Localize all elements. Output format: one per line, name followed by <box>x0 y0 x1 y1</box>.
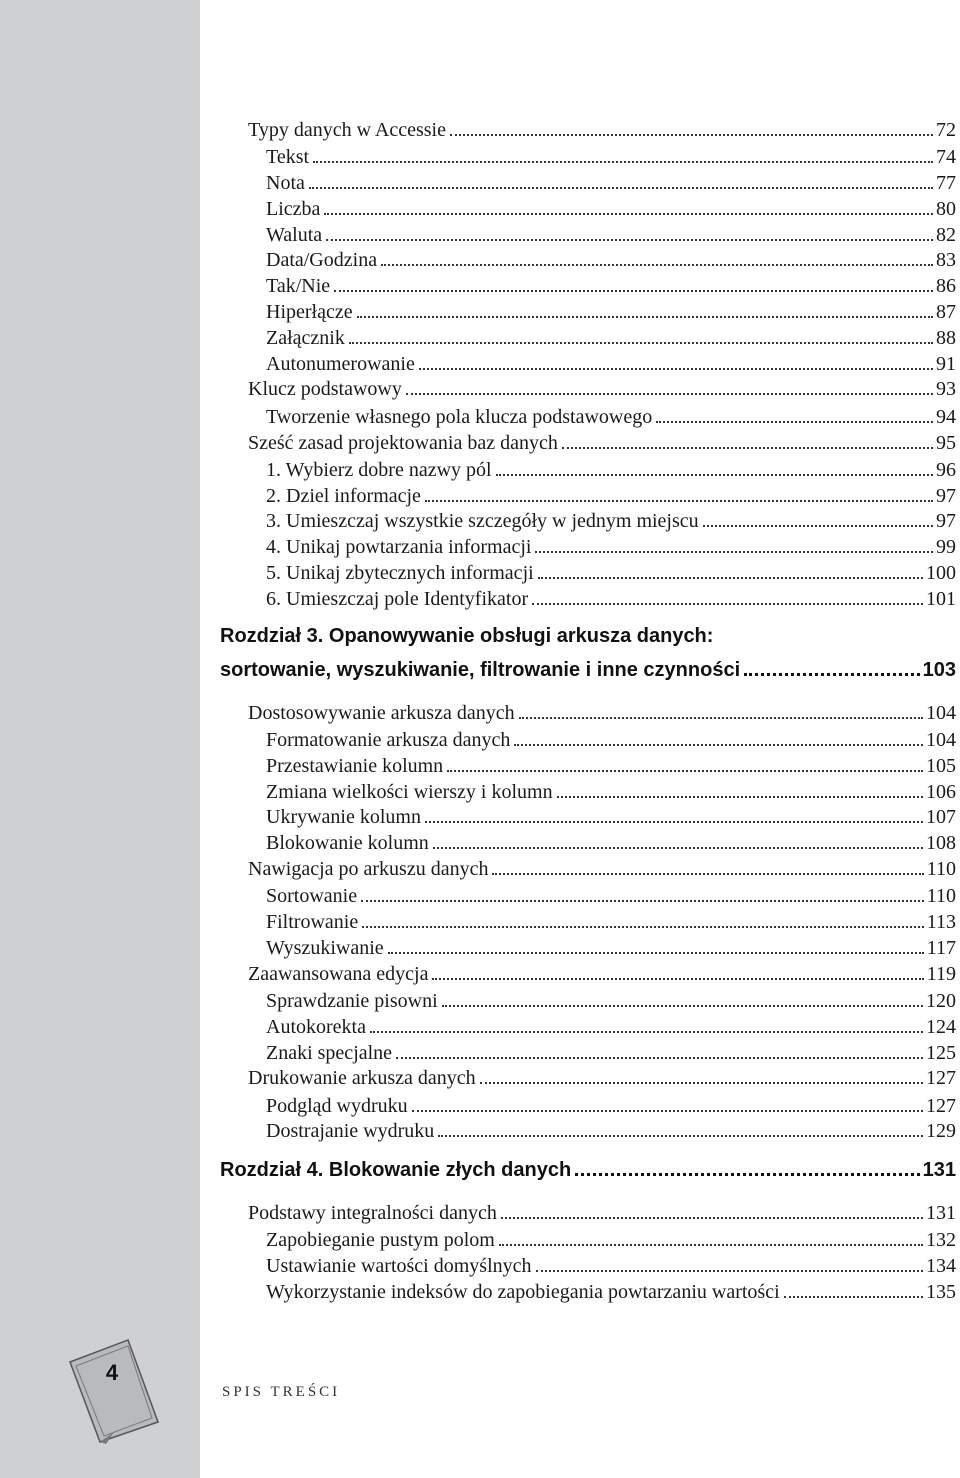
toc-entry-title: Hiperłącze <box>266 301 353 324</box>
leader-dots <box>499 1218 923 1246</box>
leader-dots <box>438 1109 923 1137</box>
toc-entry[interactable] <box>220 795 956 829</box>
toc-entry-title: Zmiana wielkości wierszy i kolumn <box>266 780 553 803</box>
toc-entry[interactable] <box>220 474 956 507</box>
leader-dots <box>703 499 933 527</box>
toc-entry[interactable] <box>220 367 956 401</box>
leader-dots <box>480 1056 923 1084</box>
toc-entry-page: 135 <box>926 1281 956 1304</box>
toc-entry-page: 129 <box>926 1120 956 1143</box>
toc-entry-title: Sortowanie <box>266 885 358 908</box>
toc-entry[interactable] <box>220 1031 956 1064</box>
leader-dots <box>536 1244 924 1272</box>
toc-entry-page: 99 <box>936 536 956 559</box>
toc-entry-page: 77 <box>936 172 956 195</box>
toc-section-a <box>220 108 956 610</box>
toc-entry-page: 74 <box>936 146 956 169</box>
toc-entry[interactable] <box>220 691 956 724</box>
toc-entry[interactable] <box>220 108 956 141</box>
toc-entry[interactable] <box>220 1056 956 1090</box>
toc-entry-title: Tekst <box>266 146 310 169</box>
toc-entry-title: Tworzenie własnego pola klucza podstawowego <box>266 405 653 428</box>
toc-entry[interactable] <box>220 1084 956 1117</box>
toc-entry-page: 124 <box>926 1015 956 1038</box>
toc-entry-title: 6. Umieszczaj pole Identyfikator <box>266 587 529 610</box>
toc-entry-title: Podstawy integralności danych <box>248 1202 497 1225</box>
chapter-4-heading[interactable] <box>220 1153 956 1187</box>
leader-dots <box>519 691 923 719</box>
toc-entry-title: Przestawianie kolumn <box>266 754 444 777</box>
toc-entry-page: 86 <box>936 275 956 298</box>
chapter-3-title-line2: sortowanie, wyszukiwanie, filtrowanie i inne czynności <box>220 658 741 681</box>
leader-dots <box>492 847 923 875</box>
toc-entry-page: 83 <box>936 249 956 272</box>
chapter-4-title: Rozdział 4. Blokowanie złych danych <box>220 1159 572 1182</box>
leader-dots <box>362 900 924 928</box>
toc-entry-title: 2. Dziel informacje <box>266 484 421 507</box>
toc-entry-title: Data/Godzina <box>266 249 378 272</box>
toc-entry-page: 125 <box>926 1041 956 1064</box>
toc-entry-page: 110 <box>926 885 956 908</box>
leader-dots <box>425 795 923 823</box>
toc-entry-title: Formatowanie arkusza danych <box>266 728 511 751</box>
toc-entry[interactable] <box>220 161 956 195</box>
toc-entry-page: 104 <box>926 728 956 751</box>
toc-entry-title: Liczba <box>266 197 321 220</box>
chapter-4-title-row <box>220 1153 956 1187</box>
toc-entry[interactable] <box>220 1244 956 1278</box>
page-number: 4 <box>105 1360 119 1385</box>
leader-dots <box>313 135 933 163</box>
toc-entry-page: 108 <box>926 832 956 855</box>
toc-entry[interactable] <box>220 1270 956 1304</box>
toc-entry[interactable] <box>220 770 956 803</box>
toc-entry-title: Filtrowanie <box>266 911 359 934</box>
leader-dots <box>349 316 933 344</box>
toc-entry-title: Klucz podstawowy <box>248 378 402 401</box>
toc-entry-page: 127 <box>926 1067 956 1090</box>
toc-entry-title: Dostosowywanie arkusza danych <box>248 701 515 724</box>
toc-entry-page: 93 <box>936 378 956 401</box>
leader-dots <box>433 821 923 849</box>
toc-entry[interactable] <box>220 979 956 1012</box>
leader-dots <box>538 551 923 579</box>
toc-entry[interactable] <box>220 551 956 585</box>
toc-entry[interactable] <box>220 926 956 959</box>
toc-section-b <box>220 691 956 1143</box>
toc-entry[interactable] <box>220 448 956 481</box>
leader-dots <box>432 952 923 980</box>
chapter-3-title-line1: Rozdział 3. Opanowywanie obsługi arkusza danych: <box>220 624 714 647</box>
leader-dots <box>575 1173 919 1176</box>
leader-dots <box>388 926 924 954</box>
toc-entry-title: Sprawdzanie pisowni <box>266 989 438 1012</box>
leader-dots <box>324 187 933 215</box>
leader-dots <box>406 367 933 395</box>
toc-entry[interactable] <box>220 744 956 777</box>
toc-entry-page: 95 <box>936 431 956 454</box>
toc-entry-title: Wykorzystanie indeksów do zapobiegania powtarzaniu wartości <box>266 1281 780 1304</box>
toc-entry-title: 3. Umieszczaj wszystkie szczegóły w jednym miejscu <box>266 510 699 533</box>
toc-entry-title: Blokowanie kolumn <box>266 832 429 855</box>
toc-entry-title: Tak/Nie <box>266 275 331 298</box>
toc-entry[interactable] <box>220 421 956 454</box>
leader-dots <box>419 342 933 370</box>
toc-entry[interactable] <box>220 952 956 985</box>
toc-entry-page: 105 <box>926 754 956 777</box>
toc-entry-title: Autonumerowanie <box>266 352 415 375</box>
toc-entry[interactable] <box>220 213 956 246</box>
toc-entry-page: 117 <box>926 936 956 959</box>
leader-dots <box>557 770 923 798</box>
leader-dots <box>425 474 933 502</box>
leader-dots <box>334 264 933 292</box>
leader-dots <box>442 979 923 1007</box>
toc-entry-title: Zaawansowana edycja <box>248 962 429 985</box>
toc-entry-page: 97 <box>936 484 956 507</box>
toc-entry-page: 72 <box>936 119 956 141</box>
leader-dots <box>514 718 923 746</box>
toc-entry-page: 113 <box>926 911 956 934</box>
toc-entry[interactable] <box>220 316 956 349</box>
leader-dots <box>381 238 933 266</box>
toc-entry-page: 131 <box>926 1202 956 1225</box>
chapter-3-page: 103 <box>922 658 956 681</box>
toc-entry-page: 87 <box>936 301 956 324</box>
toc-entry-title: Nota <box>266 172 305 195</box>
toc-entry[interactable] <box>220 900 956 934</box>
toc-entry[interactable] <box>220 1109 956 1143</box>
toc-entry-title: Znaki specjalne <box>266 1041 393 1064</box>
toc-entry-page: 119 <box>926 962 956 985</box>
toc-entry-page: 120 <box>926 989 956 1012</box>
toc-entry[interactable] <box>220 718 956 751</box>
chapter-3-heading[interactable] <box>220 619 956 687</box>
toc-entry-title: Dostrajanie wydruku <box>266 1120 435 1143</box>
toc-entry-page: 107 <box>926 806 956 829</box>
toc-entry-page: 132 <box>926 1229 956 1252</box>
toc-entry-page: 88 <box>936 326 956 349</box>
toc-entry-title: Zapobieganie pustym polom <box>266 1229 495 1252</box>
toc-entry-title: Wyszukiwanie <box>266 936 384 959</box>
leader-dots <box>656 395 933 423</box>
toc-entry-title: Drukowanie arkusza danych <box>248 1067 476 1090</box>
toc-entry[interactable] <box>220 847 956 880</box>
leader-dots <box>562 421 933 449</box>
leader-dots <box>370 1005 923 1033</box>
toc-entry[interactable] <box>220 1191 956 1225</box>
toc-entry-page: 127 <box>926 1094 956 1117</box>
toc-entry[interactable] <box>220 187 956 220</box>
toc-entry-title: Ustawianie wartości domyślnych <box>266 1255 532 1278</box>
toc-entry-title: Sześć zasad projektowania baz danych <box>248 431 558 454</box>
toc-entry[interactable] <box>220 874 956 908</box>
toc-entry-page: 80 <box>936 197 956 220</box>
leader-dots <box>357 290 933 318</box>
toc-entry[interactable] <box>220 821 956 855</box>
leader-dots <box>535 525 933 553</box>
toc-entry[interactable] <box>220 342 956 375</box>
toc-entry-title: Załącznik <box>266 326 345 349</box>
toc-entry[interactable] <box>220 264 956 298</box>
leader-dots <box>412 1084 923 1112</box>
leader-dots <box>744 673 919 676</box>
toc-entry-page: 101 <box>926 587 956 610</box>
toc-section-c <box>220 1191 956 1304</box>
toc-entry-page: 97 <box>936 510 956 533</box>
toc-entry-page: 110 <box>926 857 956 880</box>
toc-entry-title: 5. Unikaj zbytecznych informacji <box>266 562 534 585</box>
toc-entry-page: 134 <box>926 1255 956 1278</box>
page-tab-icon <box>66 1336 162 1446</box>
toc-entry-title: Ukrywanie kolumn <box>266 806 421 829</box>
toc-entry-page: 82 <box>936 223 956 246</box>
toc-entry-page: 94 <box>936 405 956 428</box>
leader-dots <box>532 577 923 605</box>
toc-entry-page: 100 <box>926 562 956 585</box>
leader-dots <box>450 108 933 136</box>
leader-dots <box>496 448 933 476</box>
toc-entry-title: 4. Unikaj powtarzania informacji <box>266 536 532 559</box>
toc-entry-page: 91 <box>936 352 956 375</box>
toc-entry-page: 104 <box>926 701 956 724</box>
toc-entry-page: 106 <box>926 780 956 803</box>
toc-entry[interactable] <box>220 1218 956 1252</box>
toc-entry[interactable] <box>220 238 956 272</box>
toc-entry[interactable] <box>220 577 956 610</box>
toc-entry-title: Nawigacja po arkuszu danych <box>248 857 489 880</box>
table-of-contents <box>220 108 956 1304</box>
toc-entry[interactable] <box>220 1005 956 1038</box>
chapter-3-title-line2-row <box>220 653 956 687</box>
leader-dots <box>784 1270 923 1298</box>
toc-entry-title: Autokorekta <box>266 1015 366 1038</box>
toc-entry-title: Podgląd wydruku <box>266 1094 408 1117</box>
leader-dots <box>326 213 933 241</box>
toc-entry-title: 1. Wybierz dobre nazwy pól <box>266 458 492 481</box>
toc-entry-title: Typy danych w Accessie <box>248 119 446 141</box>
toc-entry[interactable] <box>220 499 956 533</box>
toc-entry[interactable] <box>220 290 956 324</box>
toc-entry[interactable] <box>220 525 956 559</box>
toc-entry-title: Waluta <box>266 223 323 246</box>
toc-entry[interactable] <box>220 395 956 428</box>
leader-dots <box>309 161 933 189</box>
leader-dots <box>447 744 923 772</box>
leader-dots <box>396 1031 923 1059</box>
leader-dots <box>501 1191 923 1219</box>
toc-entry[interactable] <box>220 135 956 169</box>
chapter-4-page: 131 <box>922 1159 956 1182</box>
running-head: SPIS TREŚCI <box>222 1384 341 1400</box>
leader-dots <box>361 874 924 902</box>
sidebar-strip <box>0 0 200 1478</box>
toc-entry-page: 96 <box>936 458 956 481</box>
